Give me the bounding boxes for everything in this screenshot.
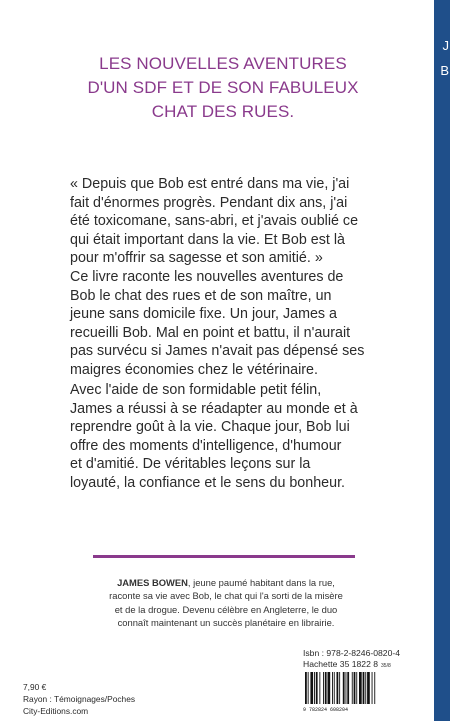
hachette-number: Hachette 35 1822 8 <box>303 659 379 669</box>
barcode-bar <box>328 672 331 704</box>
summary-line: jeune sans domicile fixe. Un jour, James a <box>70 306 338 323</box>
summary-line: Ce livre raconte les nouvelles aventures de <box>70 269 344 285</box>
closing-line: loyauté, la confiance et le sens du bonheur. <box>70 474 346 491</box>
barcode-bar <box>367 672 370 704</box>
closing-line: Avec l'aide de son formidable petit félin, <box>70 382 322 398</box>
closing-paragraph <box>70 381 383 493</box>
barcode-bar <box>346 672 347 704</box>
spine-letter-b: B <box>440 63 449 78</box>
bio-author-name: JAMES BOWEN <box>117 577 188 588</box>
hachette-small-code: 35/8 <box>381 663 391 669</box>
summary-paragraph <box>70 268 383 380</box>
barcode-bar <box>323 672 324 704</box>
summary-line: pas survécu si James n'avait pas dépensé ses <box>70 343 365 360</box>
publisher-website: City-Editions.com <box>23 705 89 716</box>
barcode-bar <box>359 672 362 704</box>
author-bio <box>85 576 367 630</box>
section-divider <box>93 555 355 558</box>
barcode-bar <box>374 672 375 704</box>
barcode-bar <box>334 672 335 704</box>
barcode-bar <box>316 672 318 704</box>
closing-line: et d'amitié. De véritables leçons sur la <box>70 456 311 473</box>
quote-line: pour m'offrir sa sagesse et son amitié. » <box>70 250 323 267</box>
closing-line: reprendre goût à la vie. Chaque jour, Bob lui <box>70 419 350 436</box>
barcode-bar <box>365 672 366 704</box>
isbn-number: Isbn : 978-2-8246-0820-4 <box>303 648 400 658</box>
cover-headline <box>40 52 406 124</box>
author-quote <box>70 175 383 268</box>
barcode-bar <box>356 672 357 704</box>
barcode-bar <box>347 672 349 704</box>
barcode-bar <box>310 672 313 704</box>
bio-line: raconte sa vie avec Bob, le chat qui l'a sorti de la misère <box>109 590 343 602</box>
bio-line: et de la drogue. Devenu célèbre en Angleterre, le duo <box>114 603 338 615</box>
quote-line: qui était important dans la vie. Et Bob est là <box>70 231 345 248</box>
quote-line: « Depuis que Bob est entré dans ma vie, j'ai <box>70 176 350 192</box>
barcode-bar <box>305 672 307 704</box>
barcode-bars <box>305 672 375 704</box>
barcode-digits: 9 782824 608204 <box>303 707 349 712</box>
quote-line: fait d'énormes progrès. Pendant dix ans, j'ai <box>70 194 348 211</box>
barcode <box>303 672 406 712</box>
barcode-bar <box>325 672 327 704</box>
price: 7,90 € <box>23 682 47 692</box>
barcode-bar <box>308 672 309 704</box>
quote-line: été toxicomane, sans-abri, et j'avais oublié ce <box>70 213 359 230</box>
barcode-bar <box>343 672 345 704</box>
bio-first-line <box>85 576 367 589</box>
closing-line: James a réussi à se réadapter au monde et à <box>70 400 358 417</box>
shelf-category: Rayon : Témoignages/Poches <box>23 693 136 704</box>
barcode-bar <box>339 672 340 704</box>
headline-line: D'UN SDF ET DE SON FABULEUX <box>87 78 359 97</box>
hachette-code-line <box>303 659 400 672</box>
isbn-block <box>303 648 400 672</box>
barcode-bar <box>363 672 365 704</box>
barcode-bar <box>332 672 333 704</box>
summary-line: Bob le chat des rues et de son maître, un <box>70 287 332 304</box>
spine-letter-j: J <box>442 38 449 53</box>
closing-line: offre des moments d'intelligence, d'humour <box>70 437 342 454</box>
headline-line: CHAT DES RUES. <box>151 102 295 121</box>
barcode-bar <box>314 672 315 704</box>
barcode-bar <box>337 672 339 704</box>
barcode-bar <box>352 672 353 704</box>
price-block <box>23 682 135 717</box>
headline-line: LES NOUVELLES AVENTURES <box>99 54 347 73</box>
barcode-bar <box>354 672 356 704</box>
summary-line: maigres économies chez le vétérinaire. <box>70 361 318 378</box>
barcode-bar <box>319 672 320 704</box>
summary-line: recueilli Bob. Mal en point et battu, il n'aurait <box>70 324 351 341</box>
book-spine-edge <box>434 0 450 721</box>
bio-first-line-rest: , jeune paumé habitant dans la rue, <box>187 577 335 588</box>
bio-line: connaît maintenant un succès planétaire en librairie. <box>117 617 335 629</box>
barcode-bar <box>372 672 373 704</box>
